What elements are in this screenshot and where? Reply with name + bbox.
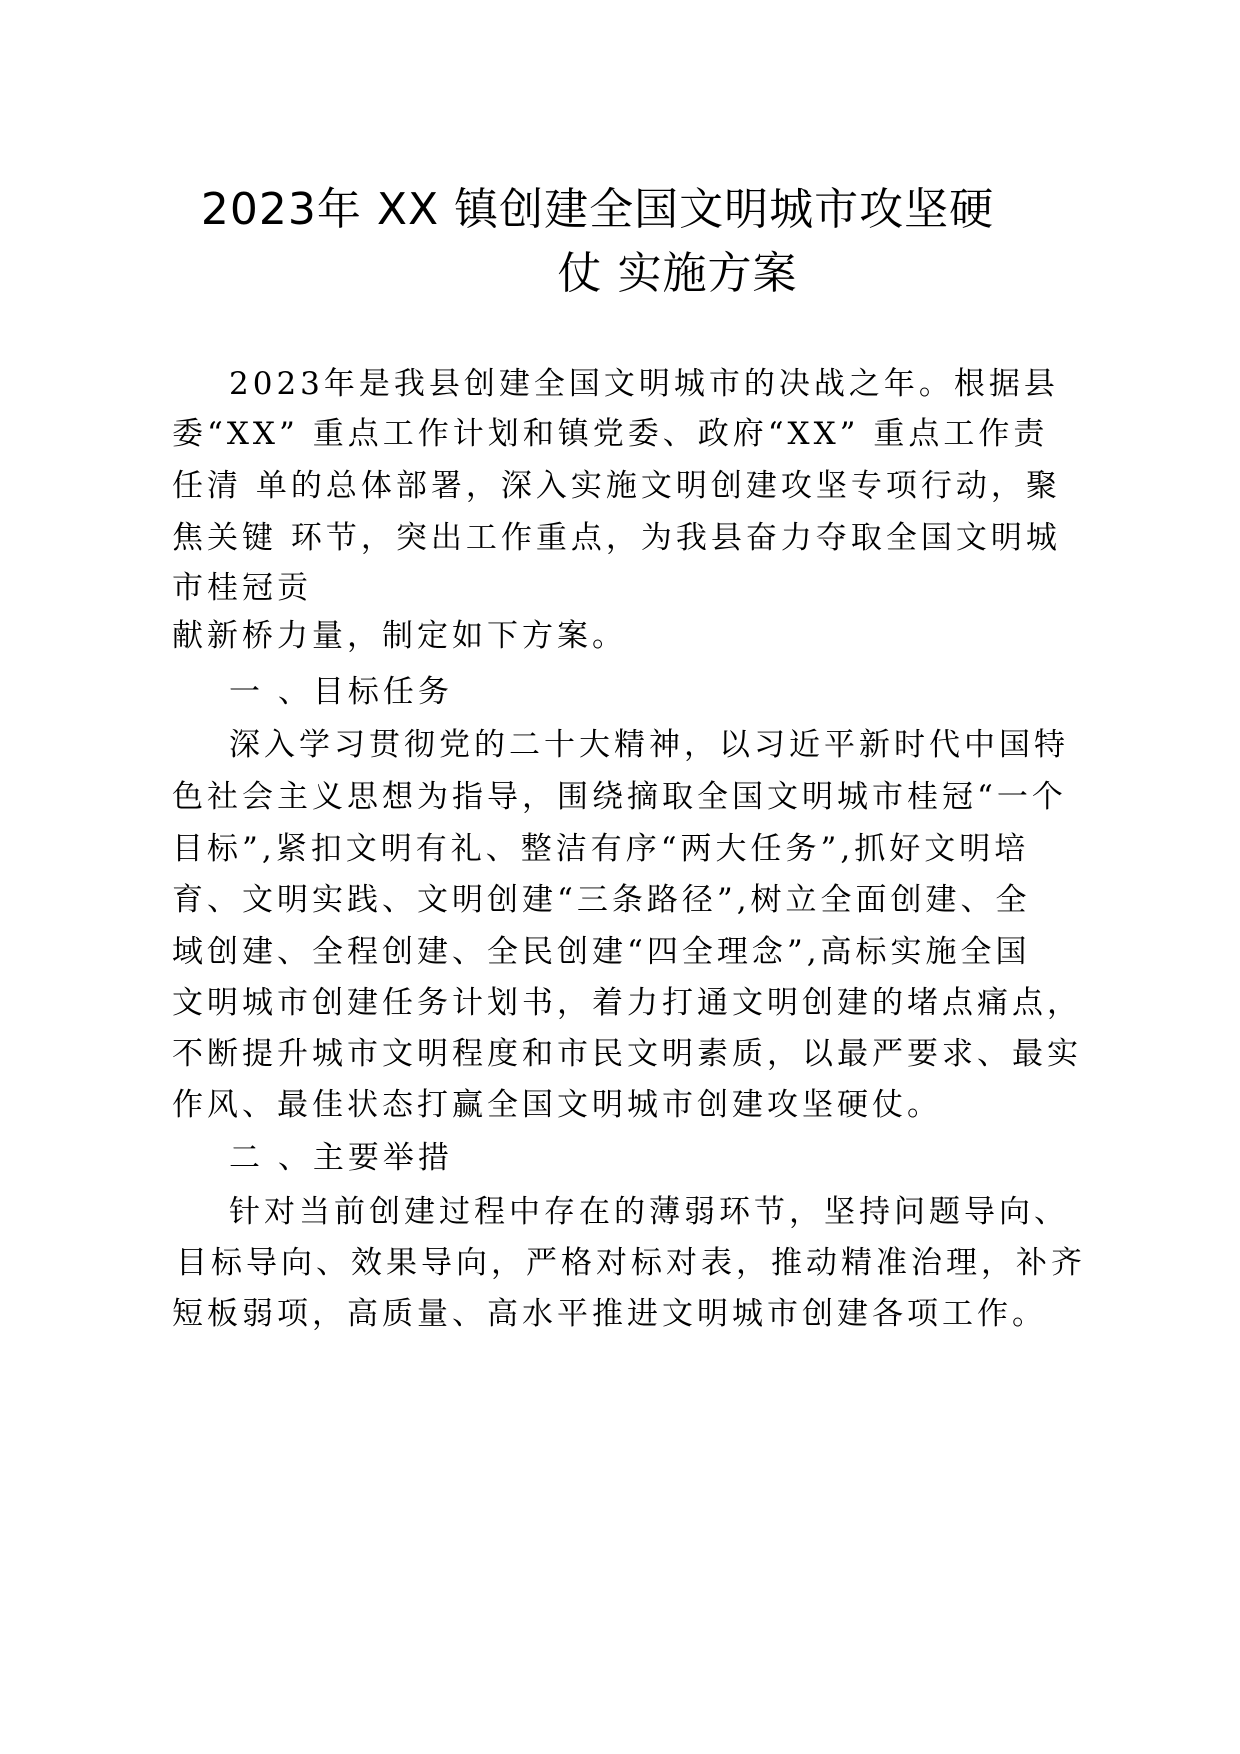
paragraph-line: 焦关键 环节，突出工作重点，为我县奋力夺取全国文明城: [172, 520, 1061, 556]
paragraph-line: 作风、最佳状态打赢全国文明城市创建攻坚硬仗。: [172, 1087, 942, 1123]
paragraph-line: 目标”,紧扣文明有礼、整洁有序“两大任务”,抓好文明培: [172, 831, 1030, 867]
paragraph-line: 深入学习贯彻党的二十大精神，以习近平新时代中国特: [229, 727, 1069, 763]
paragraph-line: 任清 单的总体部署，深入实施文明创建攻坚专项行动，聚: [172, 468, 1061, 504]
paragraph-line: 文明城市创建任务计划书，着力打通文明创建的堵点痛点，: [172, 985, 1082, 1021]
section-heading: 二 、主要举措: [229, 1140, 453, 1176]
paragraph-line: 目标导向、效果导向，严格对标对表，推动精准治理，补齐: [176, 1245, 1086, 1281]
paragraph-line: 不断提升城市文明程度和市民文明素质，以最严要求、最实: [172, 1036, 1082, 1072]
paragraph-line: 献新桥力量，制定如下方案。: [172, 618, 627, 654]
section-heading: 一 、目标任务: [229, 674, 453, 710]
document-title-line-2: 仗 实施方案: [557, 248, 798, 299]
paragraph-line: 育、文明实践、文明创建“三条路径”,树立全面创建、全: [172, 882, 1031, 918]
paragraph-line: 色社会主义思想为指导，围绕摘取全国文明城市桂冠“一个: [172, 779, 1067, 815]
document-title-line-1: 2023年 XX 镇创建全国文明城市攻坚硬: [200, 184, 995, 235]
paragraph-line: 委“XX” 重点工作计划和镇党委、政府“XX” 重点工作责: [172, 416, 1049, 452]
paragraph-line: 针对当前创建过程中存在的薄弱环节，坚持问题导向、: [229, 1194, 1069, 1230]
paragraph-line: 市桂冠贡: [172, 570, 312, 606]
paragraph-line: 域创建、全程创建、全民创建“四全理念”,高标实施全国: [172, 934, 1031, 970]
paragraph-line: 短板弱项，高质量、高水平推进文明城市创建各项工作。: [172, 1296, 1047, 1332]
paragraph-line: 2023年是我县创建全国文明城市的决战之年。根据县: [229, 366, 1059, 402]
